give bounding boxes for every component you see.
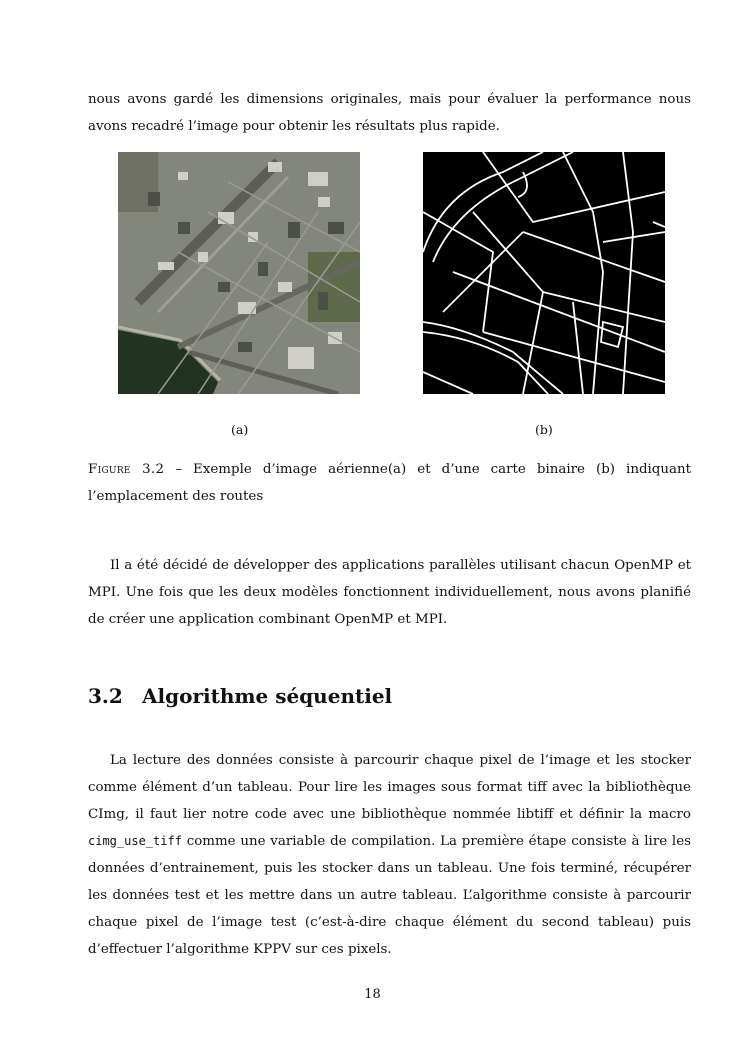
aerial-image <box>118 152 360 394</box>
caption-text: – Exemple d’image aérienne(a) et d’une carte binaire (b) indiquant l’emplacement des routes <box>88 462 691 504</box>
caption-label: Figure 3.2 <box>88 462 165 477</box>
figure-caption <box>88 456 691 510</box>
code-macro: cimg_use_tiff <box>88 834 182 848</box>
section-number: 3.2 <box>88 684 123 708</box>
paragraph-sequential-part2: comme une variable de compilation. La première étape consiste à lire les données d’entrainement, puis les stocker dans un tableau. Une fois terminé, récupérer les données test et les mettre dans un autre tableau. L’algorithme consiste à parcourir chaque pixel de l’image test (c’est-à-dire chaque élément du second tableau) puis d’effectuer l’algorithme KPPV sur ces pixels. <box>88 834 691 957</box>
section-heading <box>88 684 392 708</box>
subfig-b-label: (b) <box>535 422 553 437</box>
paragraph-sequential <box>88 747 691 963</box>
binary-road-map <box>423 152 665 394</box>
paragraph-sequential-part1: La lecture des données consiste à parcourir chaque pixel de l’image et les stocker comme élément d’un tableau. Pour lire les images sous format tiff avec la bibliothèque CImg, il faut lier notre code avec une bibliothèque nommée libtiff et définir la macro <box>88 753 691 822</box>
section-title: Algorithme séquentiel <box>142 684 393 708</box>
intro-paragraph: nous avons gardé les dimensions originales, mais pour évaluer la performance nous avons recadré l’image pour obtenir les résultats plus rapide. <box>88 92 691 134</box>
subfig-a-label: (a) <box>231 422 249 437</box>
page-number: 18 <box>364 987 381 1002</box>
paragraph-openmp-mpi: Il a été décidé de développer des applications parallèles utilisant chacun OpenMP et MPI. Une fois que les deux modèles fonctionnent individuellement, nous avons planifié de créer une application combinant OpenMP et MPI. <box>88 558 691 627</box>
